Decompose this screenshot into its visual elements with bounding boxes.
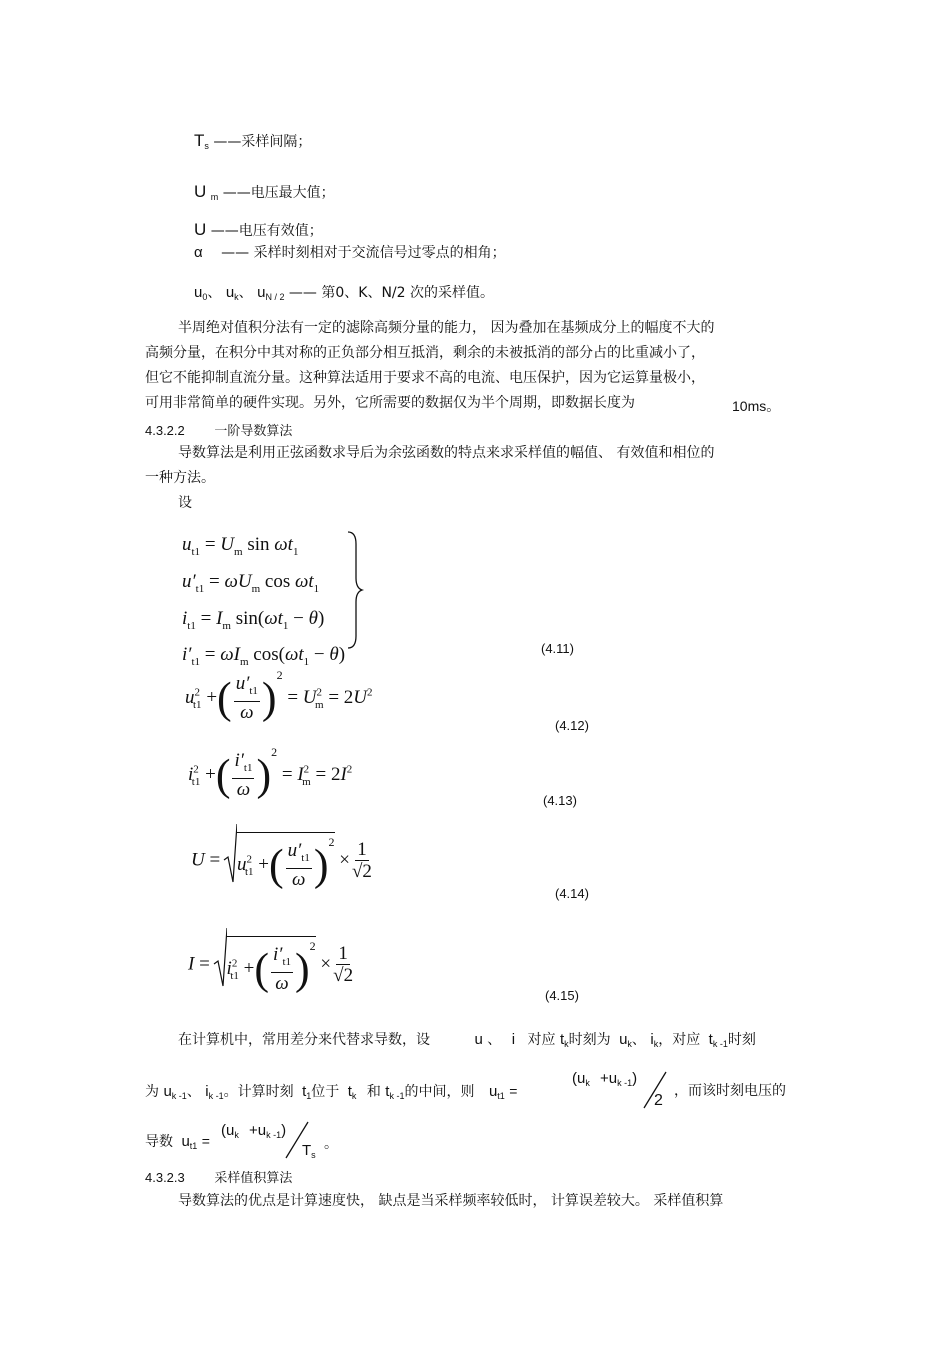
paragraph-line-1 [178,1030,756,1054]
paragraph-line: 导数算法是利用正弦函数求导后为余弦函数的特点来求采样值的幅值、 有效值和相位的 [178,445,715,461]
symbol-uk1: u [163,1083,172,1100]
subscript: k [564,1039,569,1049]
right-brace-icon [346,530,366,650]
symbol: U [194,220,207,239]
text: 和 [366,1084,381,1100]
derivative-denominator [302,1142,316,1160]
paragraph-line-3 [145,1131,210,1156]
text: 时刻 [727,1032,756,1048]
subscript: k [234,292,239,302]
symbol-tk: t [559,1031,565,1048]
average-denominator: 2 [654,1092,663,1109]
symbol-i: i [511,1031,516,1048]
subscript: s [311,1150,316,1160]
definition-alpha [194,243,506,263]
subscript: k -1 [266,1130,282,1140]
subscript: t1 [189,1141,198,1151]
symbol: T [194,131,205,150]
paragraph-line: 可用非常简单的硬件实现。另外，它所需要的数据仅为半个周期，即数据长度为 [145,395,635,411]
equation-number: (4.11) [541,641,574,656]
subscript: t1 [497,1091,505,1101]
definition-text: —— 第0、K、N/2 次的采样值。 [288,285,495,301]
separator: 、 [186,1084,201,1100]
equation-4-12: $u^2_{t1}$ +( $\frac{u'_{t1}}{\omega}$ )$^2 = U^2_m = 2U^2$ [185,668,373,723]
separator: 、 [207,285,222,301]
symbol-ut1: u [488,1083,498,1100]
symbol-tk: t [347,1083,352,1100]
symbol-ut1: u [181,1133,190,1150]
definition-samples [194,283,494,303]
numerator-open: (u [221,1122,235,1139]
paragraph-line-2-tail: ，而该时刻电压的 [674,1083,786,1099]
equation-4-11 [182,530,345,677]
equation-number: (4.14) [555,886,589,901]
numerator-close: ) [281,1122,287,1139]
equation-number: (4.13) [543,793,577,808]
definition-text: —— 采样时刻相对于交流信号过零点的相角； [221,245,506,261]
paragraph-line: 高频分量，在积分中其对称的正负部分相互抵消，剩余的未被抵消的部分占的比重减小了， [145,345,705,361]
symbol-t1: t [302,1083,307,1100]
subscript: k [351,1091,357,1101]
derivative-fraction [221,1122,286,1140]
subscript: k -1 [617,1078,633,1088]
paragraph-line: 导数算法的优点是计算速度快， 缺点是当采样频率较低时， 计算误差较大。 采样值积算 [178,1193,724,1209]
subscript: 1 [306,1091,312,1101]
symbol-un: u [257,284,266,301]
equals: = [509,1083,518,1099]
eq-line-1: $u_{t1} = U_m$ $\sin \omega t_1$ [182,534,299,558]
subscript: k [653,1039,659,1049]
section-title: 一阶导数算法 [214,424,293,439]
numerator-plus: +u [249,1122,267,1139]
equals: = [201,1133,210,1149]
text: 导数 [145,1134,173,1150]
symbol-tk1: t [708,1031,713,1048]
definition-text: ——电压有效值； [210,223,323,239]
subscript: k -1 [171,1091,187,1101]
radical-icon [223,824,237,884]
definition-um [194,182,335,203]
symbol-ik1: i [205,1083,209,1100]
subscript: k [234,1130,239,1140]
numerator-plus: +u [600,1070,618,1087]
text: 在计算机中，常用差分来代替求导数，设 [178,1032,430,1048]
eq-line-3: $i_{t1} = I_m$ $\sin(\omega t_1 - \theta)$ [182,607,325,632]
subscript: k [585,1078,590,1088]
section-heading [145,1167,292,1186]
text: 的中间，则 [404,1084,475,1100]
separator: 、 [238,285,253,301]
text: 位于 [311,1084,340,1100]
text: 时刻为 [568,1032,611,1048]
text: ，对应 [658,1032,701,1048]
text: 对应 [527,1032,556,1048]
symbol-u: u [474,1031,483,1048]
symbol-uk: u [619,1031,628,1048]
equation-4-14: U = $u^2_{t1}$ +( $\frac{u'_{t1}}{\omega}$ )$^2$ × $\frac{1}{√2}$ [191,832,374,891]
subscript: 0 [202,292,208,302]
subscript: s [204,141,209,151]
subscript: N / 2 [265,292,285,302]
paragraph-line: 半周绝对值积分法有一定的滤除高频分量的能力， 因为叠加在基频成分上的幅度不大的 [178,320,715,336]
section-number: 4.3.2.2 [145,423,185,438]
paragraph-line-2 [145,1081,517,1106]
symbol-tk1: t [385,1083,390,1100]
denominator: T [302,1142,312,1159]
symbol-uk: u [225,284,235,301]
paragraph-line: 但它不能抑制直流分量。这种算法适用于要求不高的电流、电压保护，因为它运算量极小， [145,370,705,386]
subscript: k -1 [389,1091,405,1101]
symbol-ik: i [650,1031,654,1048]
numerator-open: (u [572,1070,586,1087]
equation-4-13: $i^2_{t1}$ +( $\frac{i'_{t1}}{\omega}$ )$^2 = I^2_m = 2I^2$ [188,745,353,800]
definition-u [194,220,323,241]
subscript: k -1 [712,1039,728,1049]
equation-number: (4.12) [555,718,589,733]
average-fraction [572,1070,637,1088]
definition-text: ——采样间隔； [213,134,312,150]
definition-text: ——电压最大值； [222,185,335,201]
paragraph-line-3-tail: 。 [324,1136,338,1152]
symbol-u0: u [194,284,203,301]
separator: 、 [631,1032,646,1048]
numerator-close: ) [632,1070,638,1087]
text: 。计算时刻 [223,1084,294,1100]
subscript: k [627,1039,632,1049]
definition-ts [194,131,311,152]
text: 为 [145,1084,159,1100]
symbol: α [194,244,203,261]
set-word: 设 [178,495,192,511]
equation-4-15: I = $i^2_{t1}$ +( $\frac{i'_{t1}}{\omega}$ )$^2$ × $\frac{1}{√2}$ [188,936,355,995]
subscript: k -1 [208,1091,224,1101]
section-title: 采样值积算法 [214,1171,293,1186]
eq-line-4: $i'_{t1} = \omega I_m$ $\cos(\omega t_1 - \theta)$ [182,644,346,669]
section-heading [145,420,292,439]
paragraph-tail: 10ms。 [732,398,781,414]
paragraph-line: 一种方法。 [145,470,215,486]
radical-icon [213,928,227,988]
eq-line-2: $u'_{t1} = \omega U_m$ $\cos \omega t_1$ [182,570,320,595]
separator: 、 [487,1032,502,1048]
symbol: U [194,182,207,201]
subscript: m [210,192,219,202]
equation-number: (4.15) [545,988,579,1003]
section-number: 4.3.2.3 [145,1170,185,1185]
